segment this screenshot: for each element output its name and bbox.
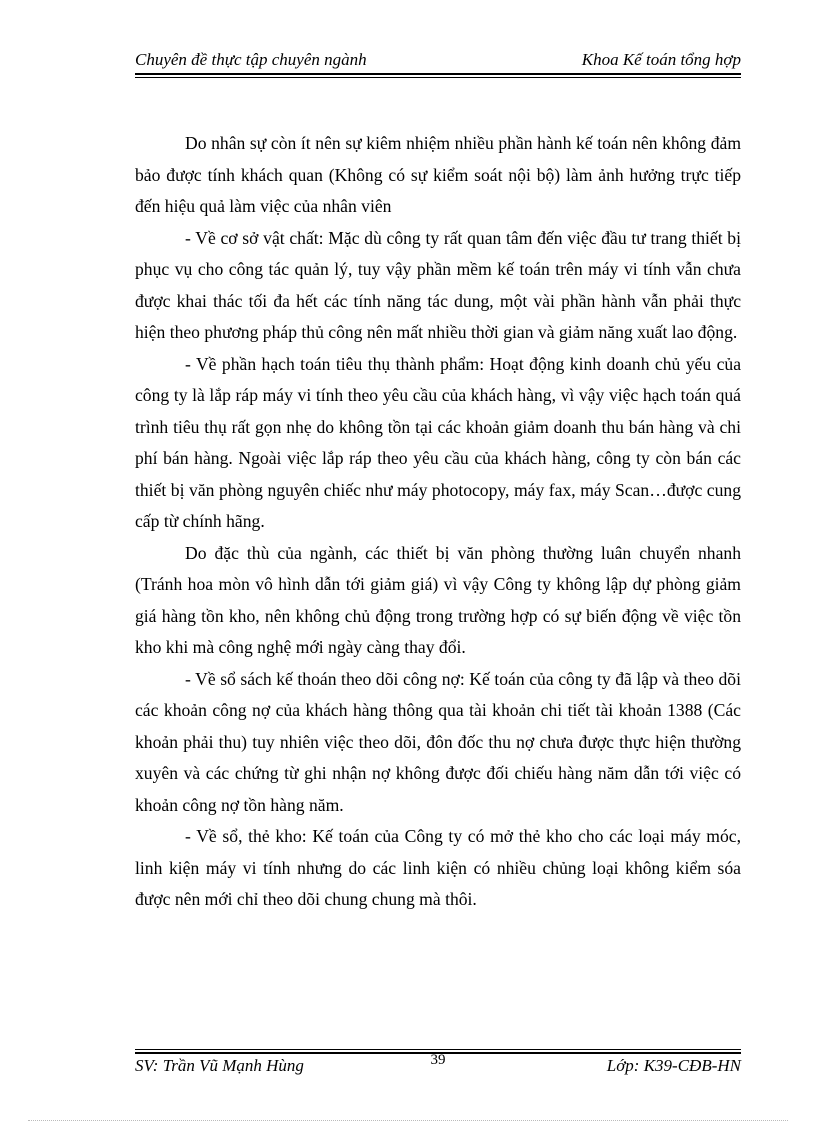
header-faculty: Khoa Kế toán tổng hợp [581, 50, 741, 69]
paragraph-3: - Về phần hạch toán tiêu thụ thành phẩm: Hoạt động kinh doanh chủ yếu của công ty là lắp ráp máy vi tính theo yêu cầu của khách hàng, vì vậy việc hạch toán quá trình tiêu thụ rất gọn nhẹ do không tồn tại các khoản giảm doanh thu bán hàng và chi phí bán hàng. Ngoài việc lắp ráp theo yêu cầu của khách hàng, công ty còn bán các thiết bị văn phòng nguyên chiếc như máy photocopy, máy fax, máy Scan…được cung cấp từ chính hãng. [135, 353, 741, 531]
page-number: 39 [430, 1052, 446, 1068]
header-rule [135, 73, 741, 75]
paragraph-4: Do đặc thù của ngành, các thiết bị văn phòng thường luân chuyển nhanh (Tránh hoa mòn vô hình dẫn tới giảm giá) vì vậy Công ty không lập dự phòng giảm giá hàng tồn kho, nên không chủ động trong trường hợp có sự biến động về việc tồn kho khi mà công nghệ mới ngày càng thay đổi. [135, 542, 741, 657]
paragraph-2: - Về cơ sở vật chất: Mặc dù công ty rất quan tâm đến việc đầu tư trang thiết bị phục vụ cho công tác quản lý, tuy vậy phần mềm kế toán trên máy vi tính vẫn chưa được khai thác tối đa hết các tính năng tác dung, một vài phần hành vẫn phải thực hiện theo phương pháp thủ công nên mất nhiều thời gian và giảm năng xuất lao động. [135, 227, 741, 342]
header-course-title: Chuyên đề thực tập chuyên ngành [135, 50, 367, 69]
footer-student-name: SV: Trần Vũ Mạnh Hùng [135, 1056, 304, 1075]
page-footer [135, 1052, 741, 1078]
paragraph-6: - Về sổ, thẻ kho: Kế toán của Công ty có mở thẻ kho cho các loại máy móc, linh kiện máy vi tính nhưng do các linh kiện có nhiều chủng loại không kiểm sóa được nên mới chỉ theo dõi chung chung mà thôi. [135, 826, 741, 909]
page-header [135, 48, 741, 72]
footer-class: Lớp: K39-CĐB-HN [606, 1056, 741, 1075]
header-rule-thin [135, 77, 741, 78]
paragraph-5: - Về sổ sách kế thoán theo dõi công nợ: Kế toán của công ty đã lập và theo dõi các khoản công nợ của khách hàng thông qua tài khoản chi tiết tài khoản 1388 (Các khoản phải thu) tuy nhiên việc theo dõi, đôn đốc thu nợ chưa được thực hiện thường xuyên và các chứng từ ghi nhận nợ không được đối chiếu hàng năm dẫn tới việc có khoản công nợ tồn hàng năm. [135, 668, 741, 815]
page-edge-dots [28, 1120, 788, 1121]
document-body [135, 128, 741, 916]
paragraph-1: Do nhân sự còn ít nên sự kiêm nhiệm nhiều phần hành kế toán nên không đảm bảo được tính khách quan (Không có sự kiểm soát nội bộ) làm ảnh hưởng trực tiếp đến hiệu quả làm việc của nhân viên [135, 133, 741, 216]
footer-rule-thin [135, 1049, 741, 1050]
